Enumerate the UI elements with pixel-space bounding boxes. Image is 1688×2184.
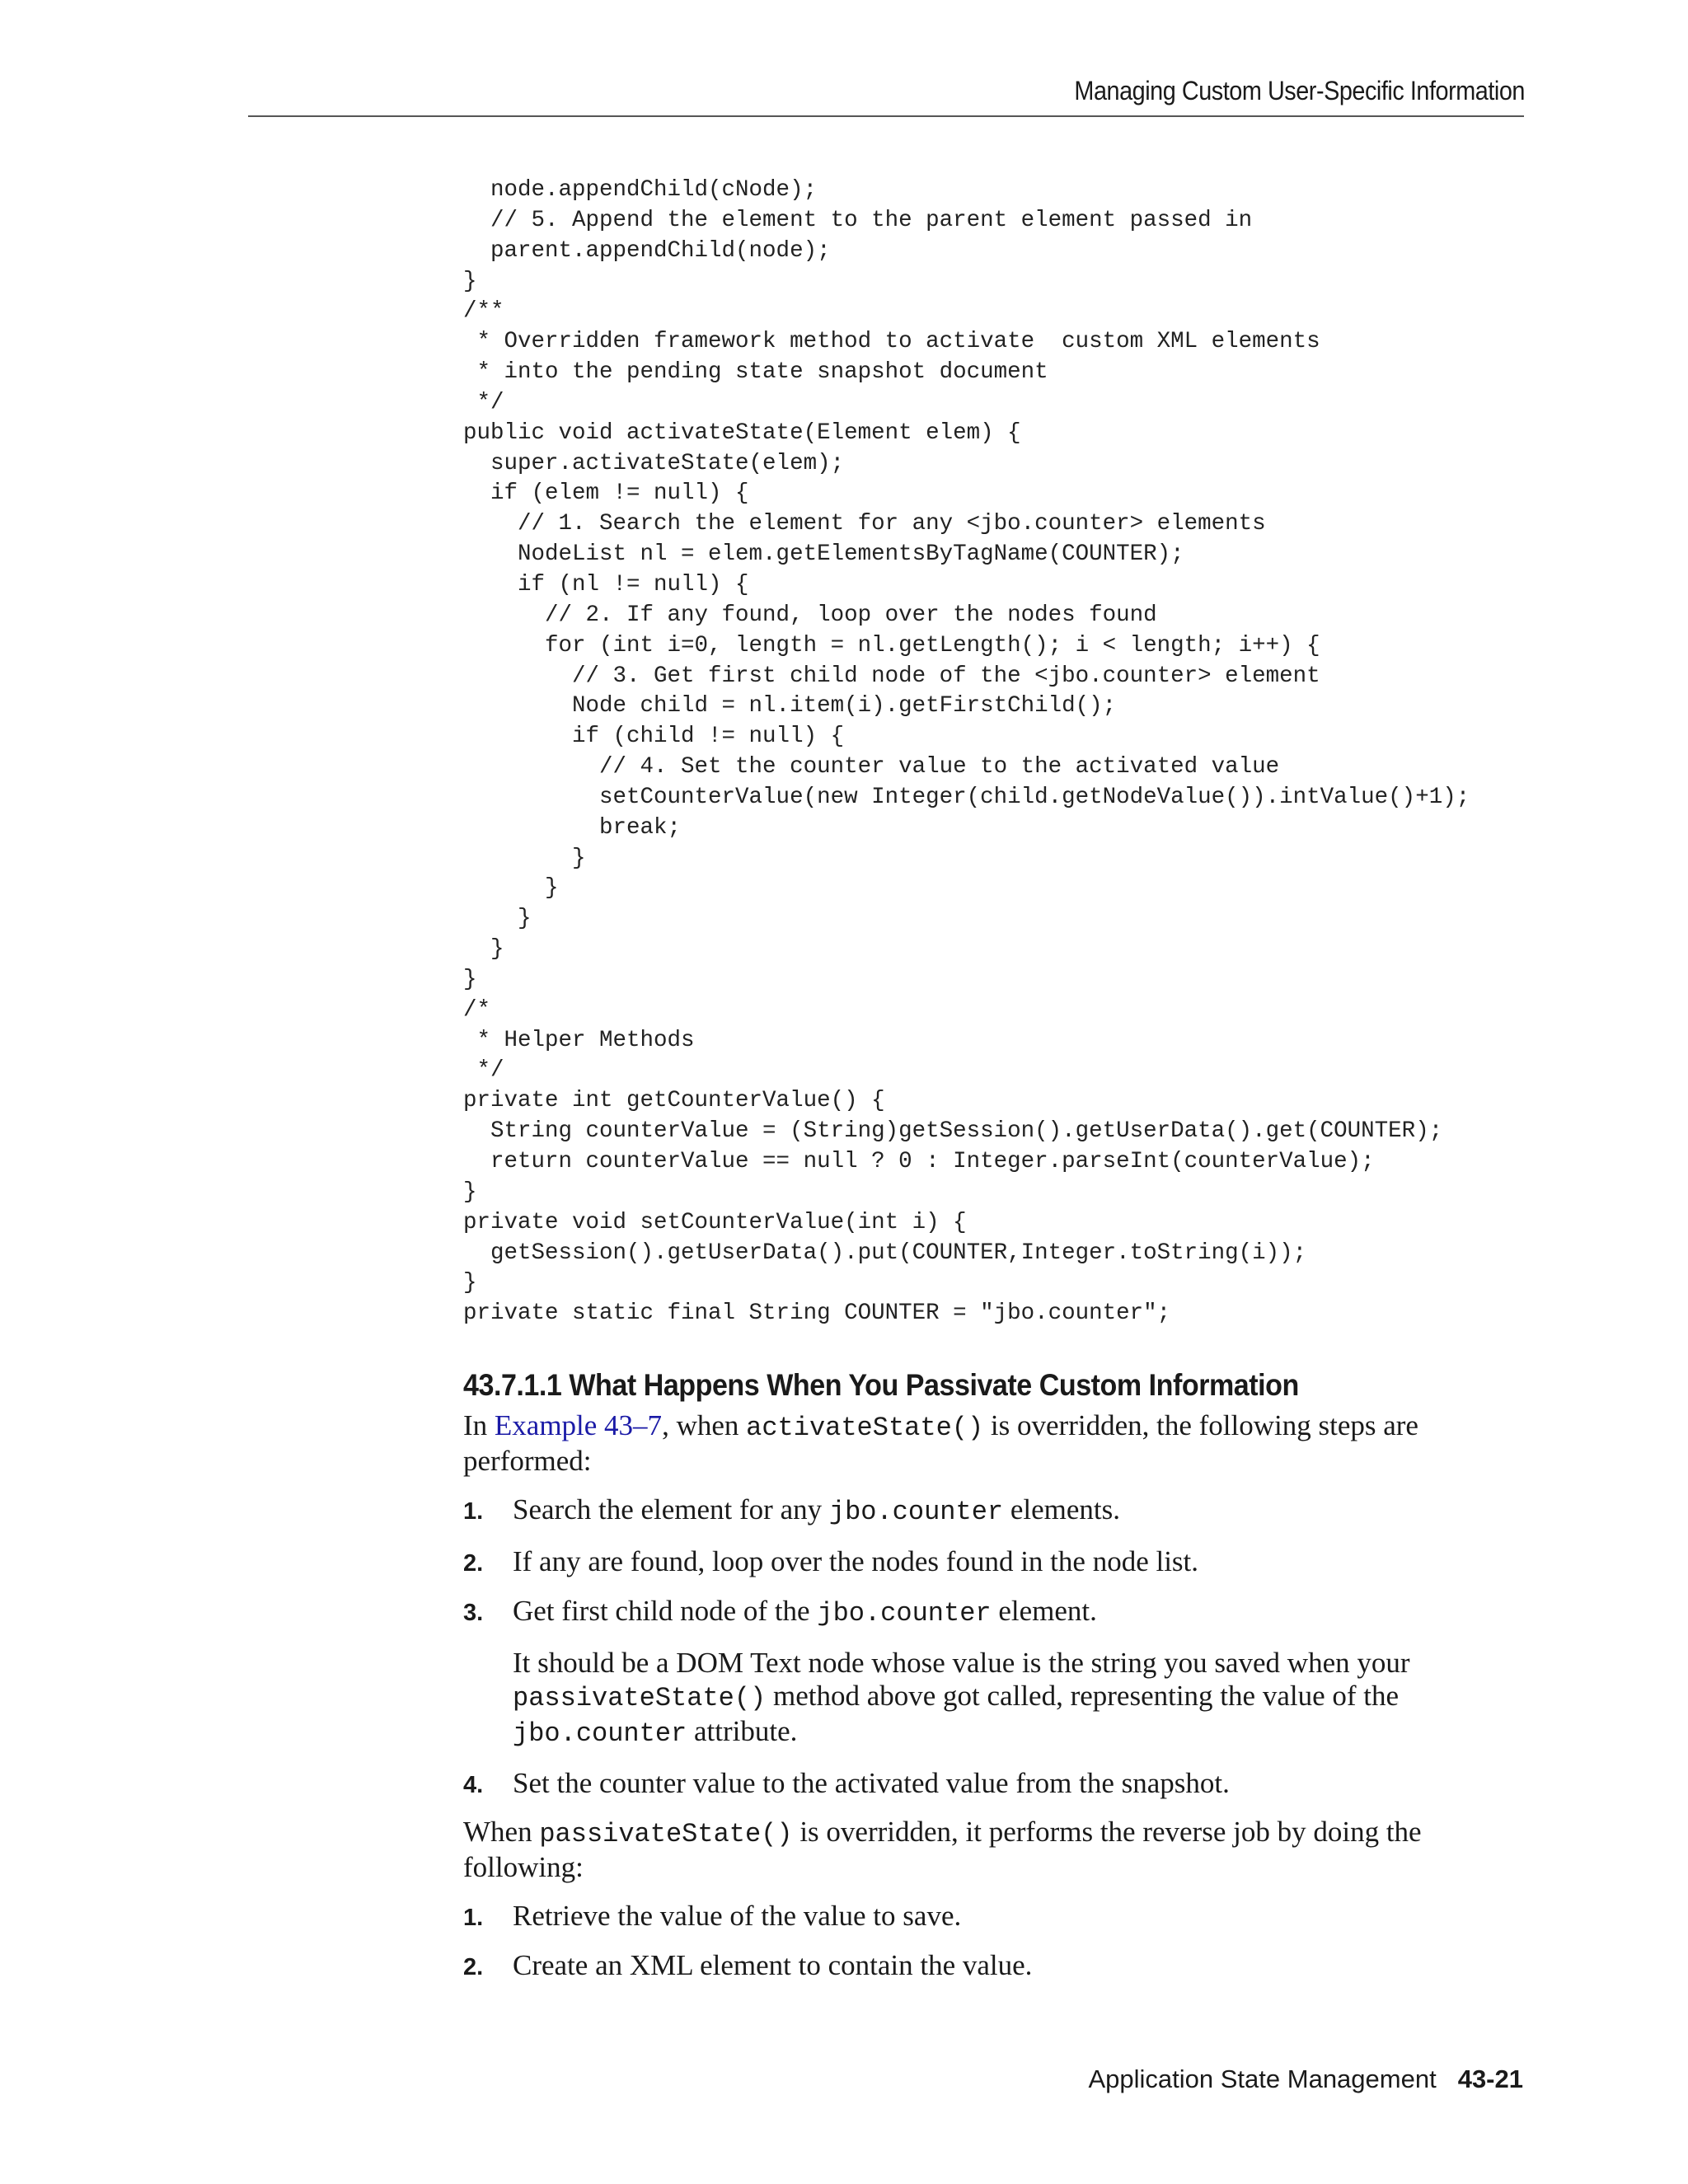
- step-number: 2.: [463, 1550, 484, 1577]
- step-number: 1.: [463, 1498, 484, 1525]
- page-number: 43-21: [1457, 2064, 1523, 2093]
- passivate-steps-list: [463, 1900, 1485, 1982]
- intro-text: is overridden, the following steps are performed:: [463, 1409, 1418, 1477]
- header-rule: [248, 115, 1524, 117]
- step-text: Get first child node of the: [513, 1595, 818, 1627]
- step-number: 4.: [463, 1772, 484, 1798]
- inline-code: passivateState(): [539, 1819, 793, 1849]
- inline-code: jbo.counter: [828, 1497, 1004, 1527]
- inline-code: activateState(): [746, 1413, 984, 1443]
- section-body: [463, 1409, 1485, 1982]
- step-number: 1.: [463, 1905, 484, 1931]
- section-heading: 43.7.1.1 What Happens When You Passivate Custom Information: [463, 1368, 1299, 1402]
- list-item: [463, 1900, 1485, 1933]
- step-text: elements.: [1003, 1493, 1120, 1526]
- code-listing: node.appendChild(cNode); // 5. Append the element to the parent element passed in parent.appendChild(node); } /** * Overridden framework method to activate custom XML elements * into the pending state snapshot document */ public void activateState(Element elem) { super.activateState(elem); if (elem != null) { // 1. Search the element for any <jbo.counter> elements NodeList nl = elem.getElementsByTagName(COUNTER); if (nl != null) { // 2. If any found, loop over the nodes found for (int i=0, length = nl.getLength(); i < length; i++) { // 3. Get first child node of the <jbo.counter> element Node child = nl.item(i).getFirstChild(); if (child != null) { // 4. Set the counter value to the activated value setCounterValue(new Integer(child.getNodeValue()).intValue()+1); break; } } } } } /* * Helper Methods */ private int getCounterValue() { String counterValue = (String)getSession().getUserData().get(COUNTER); return counterValue == null ? 0 : Integer.parseInt(counterValue); } private void setCounterValue(int i) { getSession().getUserData().put(COUNTER,Integer.toString(i)); } private static final String COUNTER = "jbo.counter";: [463, 177, 1470, 1327]
- note-text: attribute.: [687, 1715, 798, 1747]
- intro-text: In: [463, 1409, 495, 1441]
- inline-code: jbo.counter: [817, 1598, 992, 1629]
- list-item: [463, 1949, 1485, 1982]
- running-header-title: Managing Custom User-Specific Information: [1074, 76, 1525, 105]
- inline-code: jbo.counter: [513, 1718, 687, 1749]
- list-item: [463, 1767, 1485, 1800]
- list-item: [463, 1545, 1485, 1578]
- activate-steps-list: [463, 1493, 1485, 1630]
- paragraph-text: When: [463, 1816, 540, 1848]
- step-text: If any are found, loop over the nodes found in the node list.: [513, 1545, 1199, 1577]
- step-text: Create an XML element to contain the value.: [513, 1949, 1033, 1981]
- step-number: 3.: [463, 1600, 484, 1626]
- page-footer: [742, 2064, 1523, 2094]
- inline-code: passivateState(): [513, 1683, 767, 1713]
- example-link[interactable]: Example 43–7: [494, 1409, 663, 1441]
- footer-book-section: Application State Management: [1088, 2064, 1437, 2093]
- activate-steps-list-continued: [463, 1767, 1485, 1800]
- passivate-paragraph: [463, 1816, 1485, 1884]
- paragraph-text: is overridden, it performs the reverse job by doing the following:: [463, 1816, 1422, 1883]
- intro-paragraph: [463, 1409, 1485, 1478]
- step-text: Set the counter value to the activated value from the snapshot.: [513, 1767, 1230, 1799]
- list-item: [463, 1493, 1485, 1529]
- step-text: element.: [991, 1595, 1097, 1627]
- step-note-paragraph: [463, 1647, 1485, 1750]
- list-item: [463, 1595, 1485, 1630]
- note-text: method above got called, representing the value of the: [766, 1680, 1400, 1712]
- step-text: Retrieve the value of the value to save.: [513, 1900, 962, 1932]
- note-text: It should be a DOM Text node whose value is the string you saved when your: [513, 1647, 1410, 1679]
- step-text: Search the element for any: [513, 1493, 829, 1526]
- step-number: 2.: [463, 1954, 484, 1980]
- intro-text: , when: [662, 1409, 747, 1441]
